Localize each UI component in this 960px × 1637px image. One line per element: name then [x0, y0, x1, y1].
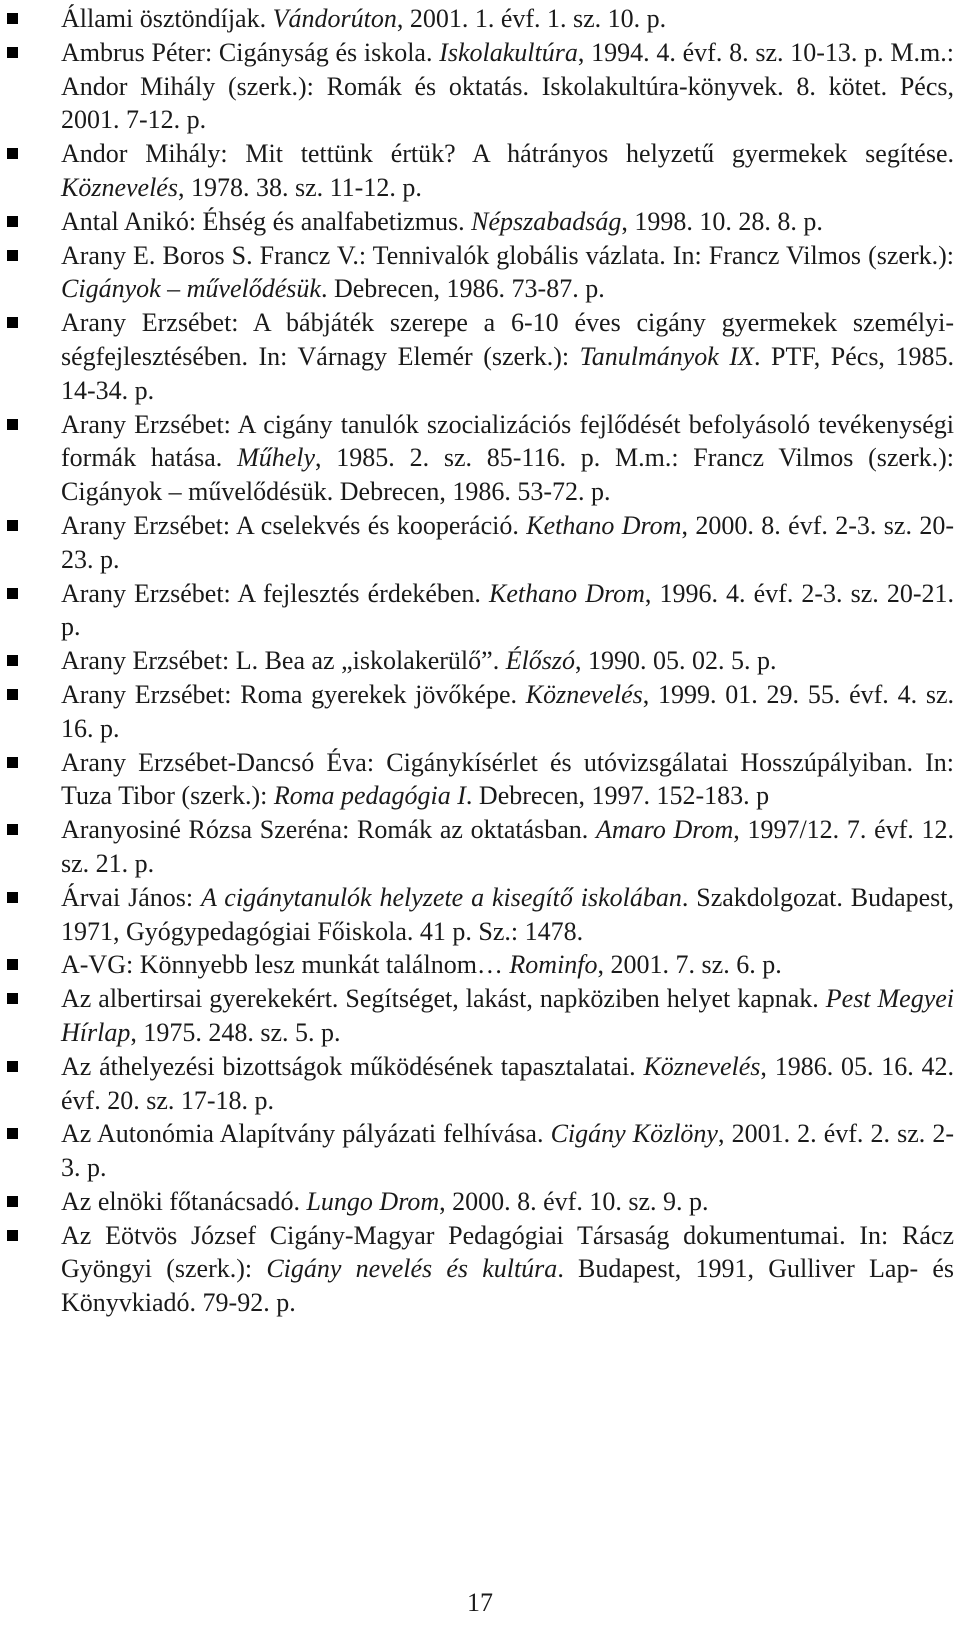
reference-source-title: Tanulmányok IX: [579, 341, 754, 371]
reference-source-title: Roma pedagógia I: [273, 781, 466, 811]
reference-text: Andor Mihály: Mit tettünk értük? A hátrányos helyzetű gyermekek segítése.: [61, 139, 954, 169]
reference-entry: [61, 2, 954, 36]
square-bullet-icon: [7, 520, 18, 531]
reference-text: Arany Erzsébet-Dancsó Éva: Cigánykísérlet és utóvizsgálatai Hosszúpályiban. In: Tuza Tibor (szerk.):: [61, 747, 954, 811]
reference-entry: [61, 1219, 954, 1320]
reference-entry: [61, 306, 954, 407]
reference-text: A-VG: Könnyebb lesz munkát találnom…: [61, 950, 510, 980]
reference-source-title: Élőszó: [505, 646, 576, 676]
reference-text: Árvai János:: [61, 882, 201, 912]
reference-text: , 1978. 38. sz. 11-12. p.: [177, 172, 422, 202]
square-bullet-icon: [7, 1196, 18, 1207]
square-bullet-icon: [7, 13, 18, 24]
reference-text: Az áthelyezési bizottságok működésének tapasztalatai.: [61, 1051, 644, 1081]
reference-text: , 1998. 10. 28. 8. p.: [621, 206, 823, 236]
reference-text: . PTF, Pécs, 1985. 14-34. p.: [61, 341, 954, 405]
square-bullet-icon: [7, 47, 18, 58]
reference-source-title: Kethano Drom: [489, 578, 645, 608]
reference-source-title: Köznevelés: [61, 172, 178, 202]
reference-text: Az Eötvös József Cigány-Magyar Pedagógiai Társaság dokumentumai. In: Rácz Gyöngyi (szerk.):: [61, 1220, 954, 1284]
square-bullet-icon: [7, 689, 18, 700]
square-bullet-icon: [7, 892, 18, 903]
reference-entry: [61, 577, 954, 645]
reference-entry: [61, 644, 954, 678]
page-number: 17: [467, 1588, 493, 1617]
reference-text: , 2000. 8. évf. 10. sz. 9. p.: [439, 1186, 709, 1216]
square-bullet-icon: [7, 1128, 18, 1139]
reference-entry: [61, 678, 954, 746]
reference-text: Arany Erzsébet: A cselekvés és kooperáció.: [61, 510, 527, 540]
reference-source-title: Iskolakultúra: [439, 37, 578, 67]
square-bullet-icon: [7, 250, 18, 261]
reference-text: , 1997/12. 7. évf. 12. sz. 21. p.: [61, 815, 954, 878]
reference-text: Az Autonómia Alapítvány pályázati felhívása.: [61, 1119, 551, 1149]
reference-source-title: Amaro Drom: [596, 815, 734, 845]
reference-text: Arany Erzsébet: Roma gyerekek jövőképe.: [61, 679, 526, 709]
reference-source-title: Cigányok – művelődésük: [61, 274, 321, 304]
reference-text: . Budapest, 1991, Gulliver Lap- és Könyvkiadó. 79-92. p.: [61, 1254, 954, 1318]
reference-text: Aranyosiné Rózsa Szeréna: Romák az oktatásban.: [61, 815, 597, 845]
square-bullet-icon: [7, 148, 18, 159]
reference-text: Arany Erzsébet: A cigány tanulók szocializációs fejlődését befolyásoló tevékenységi formák hatása.: [61, 409, 954, 473]
reference-entry: [61, 982, 954, 1050]
reference-entry: [61, 1050, 954, 1118]
reference-entry: [61, 881, 954, 949]
square-bullet-icon: [7, 216, 18, 227]
square-bullet-icon: [7, 1061, 18, 1072]
reference-text: , 1996. 4. évf. 2-3. sz. 20-21. p.: [61, 578, 955, 642]
reference-text: , 1975. 248. sz. 5. p.: [130, 1017, 341, 1047]
square-bullet-icon: [7, 959, 18, 970]
square-bullet-icon: [7, 824, 18, 835]
reference-text: Az elnöki főtanácsadó.: [61, 1186, 307, 1216]
reference-text: , 1999. 01. 29. 55. évf. 4. sz. 16. p.: [61, 679, 955, 743]
reference-text: , 1986. 05. 16. 42. évf. 20. sz. 17-18. p.: [61, 1051, 954, 1115]
reference-entry: [61, 1117, 954, 1185]
reference-text: Arany Erzsébet: A fejlesztés érdekében.: [61, 578, 490, 608]
square-bullet-icon: [7, 655, 18, 666]
reference-source-title: Kethano Drom: [526, 510, 682, 540]
reference-text: . Debrecen, 1986. 73-87. p.: [320, 274, 605, 304]
reference-text: Arany E. Boros S. Francz V.: Tennivalók globális vázlata. In: Francz Vilmos (szerk.):: [61, 240, 954, 270]
reference-text: , 1985. 2. sz. 85-116. p. M.m.: Francz Vilmos (szerk.): Cigányok – művelődésük. Debrecen, 1986. 53-72. p.: [61, 443, 954, 507]
reference-text: Az albertirsai gyerekekért. Segítséget, lakást, napköziben helyet kapnak.: [61, 984, 826, 1014]
reference-entry: [61, 509, 954, 577]
reference-text: . Debrecen, 1997. 152-183. p: [465, 781, 770, 811]
reference-source-title: Lungo Drom: [306, 1186, 440, 1216]
reference-source-title: Cigány Közlöny: [550, 1119, 718, 1149]
reference-text: Arany Erzsébet: L. Bea az „iskolakerülő”.: [61, 646, 506, 676]
reference-source-title: Cigány nevelés és kultúra: [266, 1254, 558, 1284]
square-bullet-icon: [7, 993, 18, 1004]
reference-source-title: Rominfo: [509, 950, 598, 980]
reference-entry: [61, 813, 954, 881]
square-bullet-icon: [7, 588, 18, 599]
reference-text: . Szakdolgozat. Budapest, 1971, Gyógypedagógiai Főiskola. 41 p. Sz.: 1478.: [61, 882, 954, 946]
reference-entry: [61, 137, 954, 205]
square-bullet-icon: [7, 757, 18, 768]
reference-text: , 2001. 2. évf. 2. sz. 2-3. p.: [61, 1119, 954, 1183]
reference-source-title: Köznevelés: [525, 679, 643, 709]
reference-source-title: Vándorúton: [272, 4, 397, 33]
reference-source-title: Köznevelés: [643, 1051, 761, 1081]
reference-entry: [61, 948, 954, 982]
square-bullet-icon: [7, 1230, 18, 1241]
reference-list: [61, 2, 954, 1320]
square-bullet-icon: [7, 419, 18, 430]
reference-entry: [61, 36, 954, 137]
reference-entry: [61, 205, 954, 239]
reference-text: , 2001. 1. évf. 1. sz. 10. p.: [396, 4, 667, 33]
reference-text: , 1990. 05. 02. 5. p.: [575, 646, 777, 676]
reference-text: Állami ösztöndíjak.: [61, 4, 273, 33]
reference-text: , 2001. 7. sz. 6. p.: [597, 950, 782, 980]
reference-entry: [61, 408, 954, 509]
reference-text: Antal Anikó: Éhség és analfabetizmus.: [61, 206, 472, 236]
reference-source-title: Pest Megyei Hírlap: [61, 984, 955, 1047]
reference-text: Arany Erzsébet: A bábjáték szerepe a 6-10 éves cigány gyermekek személyi-ségfejlesztésében. In: Várnagy Elemér (szerk.):: [61, 308, 954, 371]
reference-entry: [61, 239, 954, 307]
reference-source-title: Műhely: [237, 443, 316, 473]
square-bullet-icon: [7, 317, 18, 328]
reference-source-title: Népszabadság: [471, 206, 622, 236]
reference-text: , 2000. 8. évf. 2-3. sz. 20-23. p.: [61, 510, 954, 574]
reference-text: , 1994. 4. évf. 8. sz. 10-13. p. M.m.: Andor Mihály (szerk.): Romák és oktatás. Iskolakultúra-könyvek. 8. kötet. Pécs, 2001. 7-12. p.: [61, 37, 954, 135]
reference-entry: [61, 1185, 954, 1219]
reference-entry: [61, 746, 954, 814]
reference-source-title: A cigánytanulók helyzete a kisegítő iskolában: [201, 882, 682, 912]
reference-text: Ambrus Péter: Cigányság és iskola.: [61, 37, 440, 67]
